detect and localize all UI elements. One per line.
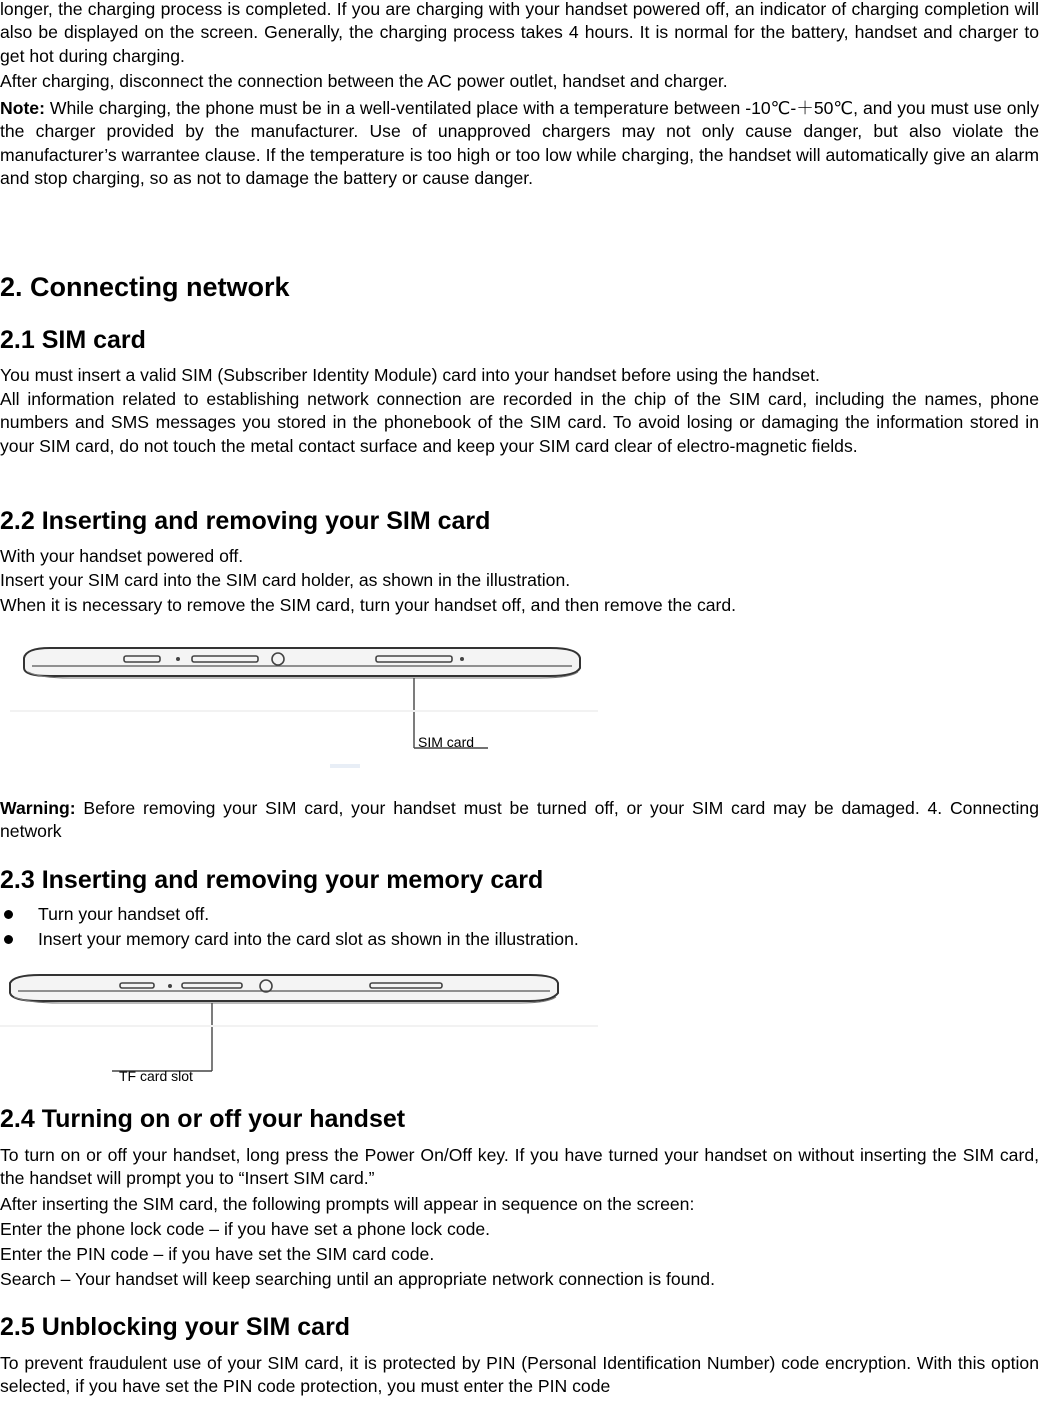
tf-card-figure-label: TF card slot — [119, 1068, 193, 1084]
charging-disconnect-line: After charging, disconnect the connection between the AC power outlet, handset and charger. — [0, 71, 728, 91]
heading-turning-on-off: 2.4 Turning on or off your handset — [0, 1105, 406, 1133]
device-side-view-graphic — [0, 955, 598, 1088]
power-line-3: Enter the PIN code – if you have set the SIM card code. — [0, 1244, 435, 1264]
sim-step-line-2: Insert your SIM card into the SIM card holder, as shown in the illustration. — [0, 570, 571, 590]
power-paragraph: To turn on or off your handset, long press the Power On/Off key. If you have turned your handset on without inserting the SIM card, the handset will prompt you to “Insert SIM card.” — [0, 1145, 1039, 1189]
sim-card-figure-label: SIM card — [418, 734, 475, 750]
unblocking-paragraph: To prevent fraudulent use of your SIM card, it is protected by PIN (Personal Identification Number) code encryption. With this option selected, if you have set the PIN code protection, you must enter the PIN code — [0, 1353, 1039, 1397]
bullet-text: Insert your memory card into the card slot as shown in the illustration. — [38, 929, 579, 949]
bullet-dot-icon — [4, 910, 13, 919]
charging-note — [0, 97, 1039, 191]
warning-label: Warning: — [0, 798, 76, 818]
sim-card-illustration — [10, 618, 598, 770]
bullet-dot-icon — [4, 935, 13, 944]
heading-sim-card: 2.1 SIM card — [0, 326, 146, 354]
memory-card-bullet-2 — [0, 928, 1000, 952]
section-heading-connecting-network: 2. Connecting network — [0, 272, 290, 302]
sim-card-intro: You must insert a valid SIM (Subscriber Identity Module) card into your handset before using the handset. — [0, 365, 820, 385]
sim-card-info-paragraph: All information related to establishing network connection are recorded in the chip of the SIM card, including the names, phone numbers and SMS messages you stored in the phonebook of the SIM card. To avoid losing or damaging the information stored in your SIM card, do not touch the metal contact surface and keep your SIM card clear of electro-magnetic fields. — [0, 389, 1039, 456]
heading-inserting-sim-card: 2.2 Inserting and removing your SIM card — [0, 507, 491, 535]
tf-card-illustration — [0, 955, 598, 1088]
sim-step-line-3: When it is necessary to remove the SIM card, turn your handset off, and then remove the card. — [0, 595, 737, 615]
note-text: While charging, the phone must be in a well-ventilated place with a temperature between -10℃-＋50℃, and you must use only the charger provided by the manufacturer. Use of unapproved chargers may not only cause danger, but also violate the manufacturer’s warrantee clause. If the temperature is too high or too low while charging, the handset will automatically give an alarm and stop charging, so as not to damage the battery or cause danger. — [0, 98, 1039, 189]
memory-card-bullet-1 — [0, 903, 1000, 927]
device-side-view-graphic — [10, 618, 598, 770]
bullet-text: Turn your handset off. — [38, 904, 210, 924]
charging-paragraph: longer, the charging process is completed. If you are charging with your handset powered off, an indicator of charging completion will also be displayed on the screen. Generally, the charging process takes 4 hours. It is normal for the battery, handset and charger to get hot during charging. — [0, 0, 1039, 66]
power-line-2: Enter the phone lock code – if you have set a phone lock code. — [0, 1219, 491, 1239]
heading-memory-card: 2.3 Inserting and removing your memory card — [0, 866, 544, 894]
warning-text: Before removing your SIM card, your handset must be turned off, or your SIM card may be damaged. 4. Connecting network — [0, 798, 1039, 842]
power-line-4: Search – Your handset will keep searching until an appropriate network connection is found. — [0, 1269, 715, 1289]
warning-paragraph — [0, 797, 1039, 844]
note-label: Note: — [0, 98, 45, 118]
heading-unblocking-sim: 2.5 Unblocking your SIM card — [0, 1313, 351, 1341]
power-line-1: After inserting the SIM card, the following prompts will appear in sequence on the screen: — [0, 1194, 695, 1214]
sim-step-line-1: With your handset powered off. — [0, 546, 244, 566]
